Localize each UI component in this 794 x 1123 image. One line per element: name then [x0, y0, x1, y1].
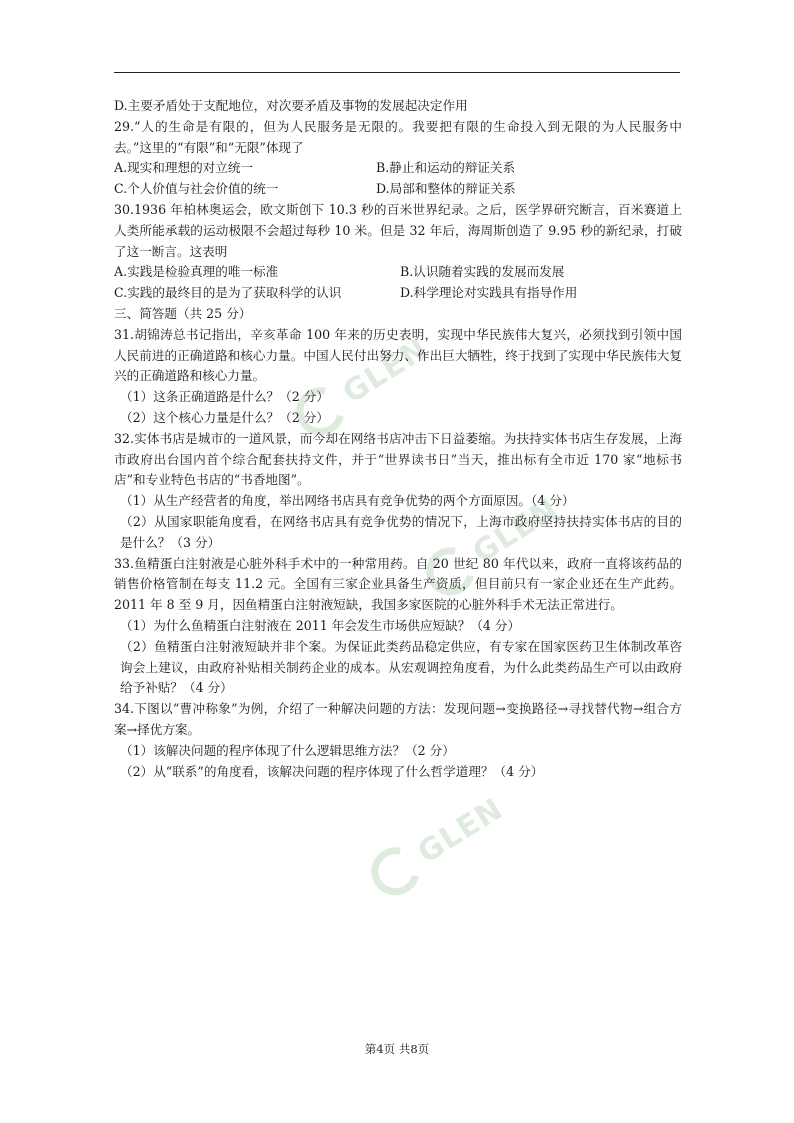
option-row: [114, 158, 682, 179]
sub-question-1: （1）从生产经营者的角度，举出网络书店具有竞争优势的两个方面原因。（4 分）: [120, 493, 575, 509]
option-row: [114, 262, 682, 283]
option-d: D.科学理论对实践具有指导作用: [400, 285, 578, 301]
option-a: A.现实和理想的对立统一: [114, 160, 254, 176]
question-33: [114, 554, 682, 700]
watermark-brand: GLEN: [336, 331, 435, 411]
sub-question-1: （1）为什么鱼精蛋白注射液在 2011 年会发生市场供应短缺？（4 分）: [120, 617, 521, 633]
question-34: [114, 699, 682, 782]
question-stem: 32.实体书店是城市的一道风景，而今却在网络书店冲击下日益萎缩。为扶持实体书店生存发展，上海市政府出台国内首个综合配套扶持文件，并于“世界读书日”当天，推出标有全市近 170 家“地标书店”和专业特色书店的“书香地图”。: [114, 430, 682, 488]
question-32: [114, 429, 682, 554]
option-row: [114, 179, 682, 200]
sub-question-1: （1）这条正确道路是什么？（2 分）: [120, 389, 329, 405]
option-a: A.实践是检验真理的唯一标准: [114, 264, 279, 280]
question-stem: 33.鱼精蛋白注射液是心脏外科手术中的一种常用药。自 20 世纪 80 年代以来，政府一直将该药品的销售价格管制在每支 11.2 元。全国有三家企业具备生产资质，但目前只有一家企业还在生产此药。2011 年 8 至 9 月，因鱼精蛋白注射液短缺，我国多家医院的心脏外科手术无法正常进行。: [114, 555, 682, 613]
option-row: [114, 283, 682, 304]
option-d: D.局部和整体的辩证关系: [376, 181, 516, 197]
watermark-brand: GLEN: [466, 491, 565, 571]
glen-logo-icon: [362, 838, 428, 904]
option-b: B.认识随着实践的发展而发展: [400, 264, 565, 280]
question-30: [114, 200, 682, 304]
option-c: C.个人价值与社会价值的统一: [114, 181, 279, 197]
sub-question-2: （2）这个核心力量是什么？（2 分）: [120, 409, 329, 425]
header-rule: [114, 72, 680, 73]
exam-page-content: [114, 96, 682, 782]
sub-question-2: （2）从国家职能角度看，在网络书店具有竞争优势的情况下，上海市政府坚持扶持实体书店的目的是什么？（3 分）: [120, 513, 682, 550]
watermark-brand: GLEN: [411, 791, 510, 871]
question-stem: 30.1936 年柏林奥运会，欧文斯创下 10.3 秒的百米世界纪录。之后，医学界研究断言，百米赛道上人类所能承载的运动极限不会超过每秒 10 米。但是 32 年后，海周斯创造了 9.95 秒的新纪录，打破了这一断言。这表明: [114, 201, 682, 259]
option-b: B.静止和运动的辩证关系: [376, 160, 516, 176]
watermark: [362, 786, 512, 905]
page-number: 第4页 共8页: [364, 1042, 430, 1056]
sub-question-2: （2）鱼精蛋白注射液短缺并非个案。为保证此类药品稳定供应，有专家在国家医药卫生体制改革咨询会上建议，由政府补贴相关制药企业的成本。从宏观调控角度看，为什么此类药品生产可以由政府给予补贴？（4 分）: [120, 638, 682, 696]
prev-question-option-d: D.主要矛盾处于支配地位，对次要矛盾及事物的发展起决定作用: [114, 98, 468, 113]
sub-question-2: （2）从“联系”的角度看，该解决问题的程序体现了什么哲学道理？（4 分）: [120, 763, 544, 779]
question-stem: 31.胡锦涛总书记指出，辛亥革命 100 年来的历史表明，实现中华民族伟大复兴，必须找到引领中国人民前进的正确道路和核心力量。中国人民付出努力、作出巨大牺牲，终于找到了实现中华民族伟大复兴的正确道路和核心力量。: [114, 326, 682, 384]
question-31: [114, 325, 682, 429]
question-29: [114, 117, 682, 200]
question-stem: 34.下图以“曹冲称象”为例，介绍了一种解决问题的方法：发现问题→变换路径→寻找替代物→组合方案→择优方案。: [114, 701, 682, 737]
section-heading: 三、简答题（共 25 分）: [114, 305, 252, 321]
question-stem: 29.“人的生命是有限的，但为人民服务是无限的。我要把有限的生命投入到无限的为人民服务中去。”这里的“有限”和“无限”体现了: [114, 118, 682, 155]
option-c: C.实践的最终目的是为了获取科学的认识: [114, 285, 342, 301]
sub-question-1: （1）该解决问题的程序体现了什么逻辑思维方法？（2 分）: [120, 742, 455, 758]
